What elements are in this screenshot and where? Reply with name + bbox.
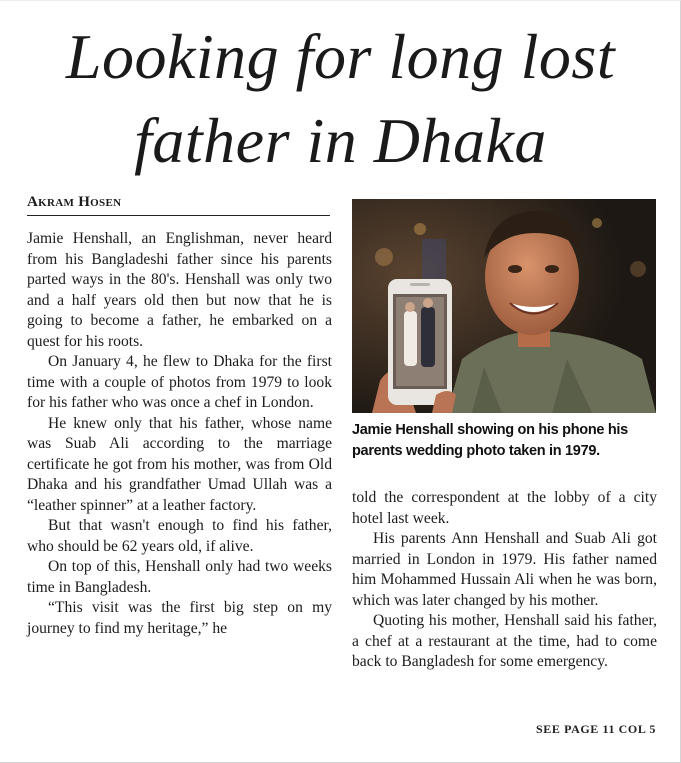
article-paragraph: told the correspondent at the lobby of a city hotel last week.	[352, 489, 657, 527]
article-paragraph: His parents Ann Henshall and Suab Ali got married in London in 1979. His father named him Mohammed Hussain Ali when he was born, which was later changed by his mother.	[352, 530, 657, 609]
article-paragraph: On top of this, Henshall only had two weeks time in Bangladesh.	[27, 558, 332, 596]
photo-caption: Jamie Henshall showing on his phone his parents wedding photo taken in 1979.	[352, 422, 628, 459]
photo-illustration	[352, 199, 656, 413]
continuation-reference: SEE PAGE 11 COL 5	[535, 722, 656, 736]
article-column-right	[352, 488, 657, 673]
headline: Looking for long lost father in Dhaka	[65, 21, 616, 176]
article-paragraph: But that wasn't enough to find his father, who should be 62 years old, if alive.	[27, 517, 332, 555]
article-paragraph: He knew only that his father, whose name was Suab Ali according to the marriage certificate he got from his mother, was from Old Dhaka and his grandfather Umad Ullah was a “leather spinner” at a leather factory.	[27, 414, 332, 514]
article-column-left	[27, 229, 332, 639]
article-paragraph: Jamie Henshall, an Englishman, never heard from his Bangladeshi father since his parents parted ways in the 80's. Henshall was only two and a half years old then but now that he is going to become a father, he embarked on a quest for his roots.	[27, 230, 332, 350]
article-paragraph: Quoting his mother, Henshall said his father, a chef at a restaurant at the time, had to come back to Bangladesh for some emergency.	[352, 612, 657, 670]
article-paragraph: On January 4, he flew to Dhaka for the first time with a couple of photos from 1979 to look for his father who was once a chef in London.	[27, 353, 332, 411]
byline: Akram Hosen	[27, 194, 330, 216]
article-paragraph: “This visit was the first big step on my journey to find my heritage,” he	[27, 599, 332, 637]
news-photo	[352, 199, 656, 413]
